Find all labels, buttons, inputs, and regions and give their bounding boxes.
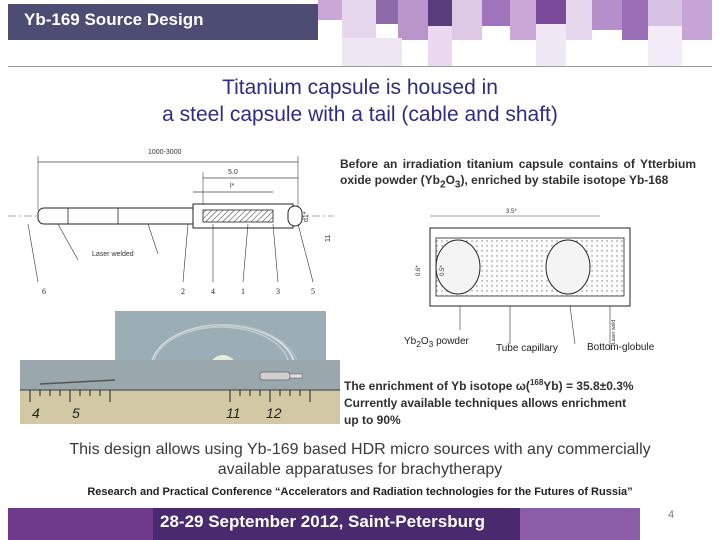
part-number-1: 1 xyxy=(241,287,245,296)
leader-line xyxy=(183,224,188,282)
capsule-tip xyxy=(288,206,302,226)
enrichment-line-2: Currently available techniques allows enrichment xyxy=(344,396,627,410)
powder-label-mid: O xyxy=(420,336,429,347)
dim-5-label: 5.0 xyxy=(228,169,238,176)
ruler-photo xyxy=(20,360,340,424)
powder-label-post: powder xyxy=(433,336,469,347)
dim-total-label: 1000-3000 xyxy=(148,149,182,156)
header-tile xyxy=(510,0,536,40)
header-tile xyxy=(398,0,428,40)
description-text-before: Before an irradiation titanium capsule contains of Ytterbium oxide powder (Yb xyxy=(340,157,696,187)
leader-line xyxy=(273,224,278,282)
tube-capillary-label: Tube capillary xyxy=(496,343,558,354)
header-tile xyxy=(622,0,648,40)
header-divider xyxy=(8,66,712,67)
header-tile xyxy=(318,0,342,20)
header-tile xyxy=(342,38,402,66)
header-tile xyxy=(452,0,482,40)
dim-left-label: 0.6* xyxy=(416,265,422,276)
dim-d-label: d1* xyxy=(303,211,310,222)
conference-title: Research and Practical Conference “Accelerators and Radiation technologies for the Futures of Russia” xyxy=(87,486,633,498)
header-tile xyxy=(648,0,682,26)
part-number-3: 3 xyxy=(276,287,280,296)
header-tile xyxy=(592,0,622,30)
header-tile xyxy=(536,0,566,24)
header-tile xyxy=(428,26,452,66)
header-tile xyxy=(342,0,376,38)
design-statement xyxy=(0,440,720,480)
enrichment-line-1-pre: The enrichment of Yb isotope ω( xyxy=(344,379,530,393)
part-number-5: 5 xyxy=(311,287,315,296)
titanium-capsule xyxy=(203,210,273,222)
header-tile xyxy=(566,0,592,40)
dim-l-label: l* xyxy=(230,183,235,190)
header-tile xyxy=(682,0,712,40)
slide-headline xyxy=(0,74,720,128)
header-tile xyxy=(376,0,398,24)
headline-line-1: Titanium capsule is housed in xyxy=(222,76,498,99)
footer-left-block xyxy=(8,508,153,540)
part-number-6: 6 xyxy=(42,287,46,296)
slide-header xyxy=(0,0,720,66)
footer-page-block xyxy=(640,508,712,540)
description-sub-2: 3 xyxy=(454,179,461,191)
ruler-number-12: 12 xyxy=(266,405,282,421)
part-number-4: 4 xyxy=(211,287,215,296)
slide-section-title: Yb-169 Source Design xyxy=(24,10,204,29)
laser-weld-label: Laser weld xyxy=(611,319,617,344)
enrichment-isotope-sup: 168 xyxy=(529,378,544,387)
enrichment-note xyxy=(344,374,704,429)
laser-welded-label: Laser welded xyxy=(92,251,134,258)
headline-line-2: a steel capsule with a tail (cable and shaft) xyxy=(162,103,558,126)
cable-body xyxy=(38,208,208,224)
leader-line xyxy=(298,224,313,282)
powder-label-sub-1: 2 xyxy=(416,339,421,349)
page-number: 4 xyxy=(668,509,675,521)
titanium-capsule-section-drawing xyxy=(410,204,636,354)
leader-line xyxy=(28,224,38,282)
description-text-mid: O xyxy=(445,173,455,187)
dim-inner-label: 0.5* xyxy=(440,265,446,276)
dim-top-label: 3.5* xyxy=(506,209,517,215)
capsule-description xyxy=(340,156,696,193)
powder-label-sub-2: 3 xyxy=(428,339,434,349)
design-line-1: This design allows using Yb-169 based HDR micro sources with any commercially xyxy=(69,441,651,458)
dim-11-label: 11 xyxy=(325,234,332,242)
header-tile xyxy=(482,0,510,26)
right-globule xyxy=(546,240,590,294)
leader-line xyxy=(58,224,78,260)
leader-line xyxy=(243,224,248,282)
bottom-globule-label: Bottom-globule xyxy=(587,342,655,353)
part-number-2: 2 xyxy=(181,287,185,296)
enrichment-line-3: up to 90% xyxy=(344,413,401,427)
header-tile xyxy=(648,26,682,66)
capsule-technical-drawing xyxy=(8,142,334,302)
enrichment-line-1 xyxy=(344,374,704,395)
enrichment-line-1-post: Yb) = 35.8±0.3% xyxy=(543,379,634,393)
header-tile xyxy=(428,0,452,26)
design-line-2: available apparatuses for brachytherapy xyxy=(217,461,503,478)
powder-label xyxy=(404,336,469,349)
description-sub-1: 2 xyxy=(440,179,446,191)
powder-label-pre: Yb xyxy=(404,336,417,347)
ruler-number-11: 11 xyxy=(226,405,241,421)
header-tile xyxy=(536,24,566,66)
ruler-number-4: 4 xyxy=(32,405,40,421)
description-text-after: ), enriched by stabile isotope Yb-168 xyxy=(460,173,669,187)
leader-line xyxy=(570,306,575,344)
leader-line xyxy=(148,224,158,254)
ruler-number-5: 5 xyxy=(72,405,80,421)
footer-date-location: 28-29 September 2012, Saint-Petersburg xyxy=(160,512,486,531)
